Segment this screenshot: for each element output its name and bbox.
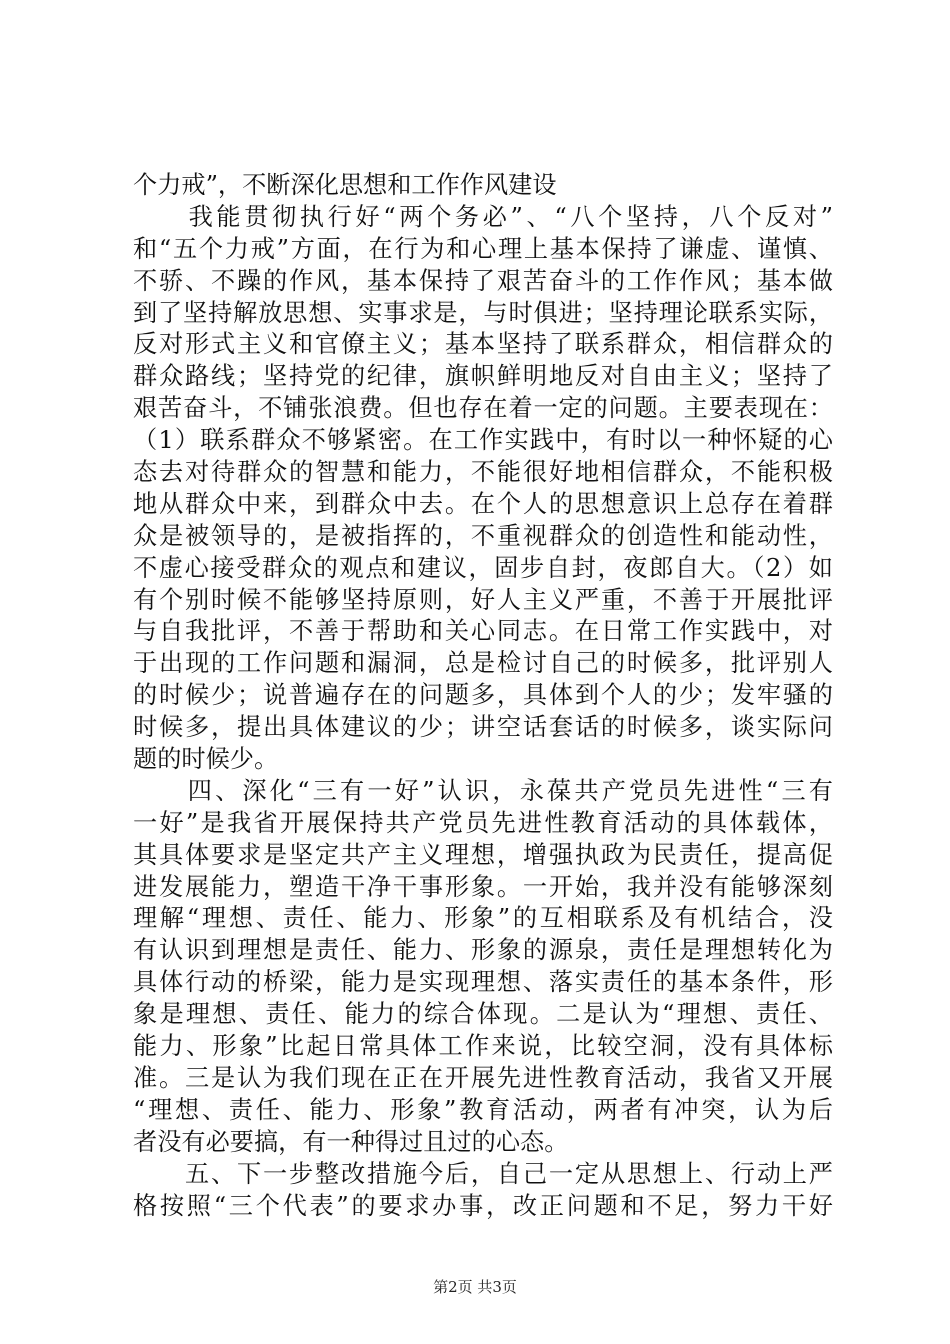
text-line: 与自我批评，不善于帮助和关心同志。在日常工作实践中，对 (133, 617, 833, 646)
text-line: 我能贯彻执行好“两个务必”、“八个坚持，八个反对” (133, 202, 833, 231)
text-line: 象是理想、责任、能力的综合体现。二是认为“理想、责任、 (133, 1000, 833, 1029)
text-line: 地从群众中来，到群众中去。在个人的思想意识上总存在着群 (133, 489, 833, 518)
text-line: 众是被领导的，是被指挥的，不重视群众的创造性和能动性， (133, 521, 833, 550)
text-line: 一好”是我省开展保持共产党员先进性教育活动的具体载体， (133, 808, 833, 837)
text-line: “理想、责任、能力、形象”教育活动，两者有冲突，认为后 (133, 1095, 833, 1124)
text-line: 不虚心接受群众的观点和建议，固步自封，夜郎自大。（2）如 (133, 553, 833, 582)
text-line: 者没有必要搞，有一种得过且过的心态。 (133, 1127, 569, 1156)
text-line: 艰苦奋斗，不铺张浪费。但也存在着一定的问题。主要表现在： (133, 394, 833, 423)
text-line: 于出现的工作问题和漏洞，总是检讨自己的时候多，批评别人 (133, 649, 833, 678)
text-line: 具体行动的桥梁，能力是实现理想、落实责任的基本条件，形 (133, 968, 833, 997)
text-line: 时候多，提出具体建议的少；讲空话套话的时候多，谈实际问 (133, 713, 833, 742)
page-footer (0, 1276, 950, 1297)
text-line: 有认识到理想是责任、能力、形象的源泉，责任是理想转化为 (133, 936, 833, 965)
text-line: 理解“理想、责任、能力、形象”的互相联系及有机结合，没 (133, 904, 833, 933)
text-line: 和“五个力戒”方面，在行为和心理上基本保持了谦虚、谨慎、 (133, 234, 833, 263)
text-line: 个力戒”，不断深化思想和工作作风建设 (133, 171, 557, 199)
text-line: 题的时候少。 (133, 745, 279, 774)
text-line: 反对形式主义和官僚主义；基本坚持了联系群众，相信群众的 (133, 330, 833, 359)
text-line: 不骄、不躁的作风，基本保持了艰苦奋斗的工作作风；基本做 (133, 266, 833, 295)
text-line: 有个别时候不能够坚持原则，好人主义严重，不善于开展批评 (133, 585, 833, 614)
text-line: 其具体要求是坚定共产主义理想，增强执政为民责任，提高促 (133, 840, 833, 869)
page-number: 第2页 共3页 (433, 1278, 517, 1296)
text-line: （1）联系群众不够紧密。在工作实践中，有时以一种怀疑的心 (133, 426, 833, 455)
text-line: 四、深化“三有一好”认识，永葆共产党员先进性“三有 (133, 776, 833, 805)
text-line: 格按照“三个代表”的要求办事，改正问题和不足，努力干好 (133, 1191, 833, 1220)
text-line: 到了坚持解放思想、实事求是，与时俱进；坚持理论联系实际， (133, 298, 833, 327)
text-line: 能力、形象”比起日常具体工作来说，比较空洞，没有具体标 (133, 1032, 833, 1061)
text-line: 准。三是认为我们现在正在开展先进性教育活动，我省又开展 (133, 1063, 833, 1092)
text-line: 群众路线；坚持党的纪律，旗帜鲜明地反对自由主义；坚持了 (133, 362, 833, 391)
text-line: 五、下一步整改措施今后，自己一定从思想上、行动上严 (133, 1159, 833, 1188)
text-line: 进发展能力，塑造干净干事形象。一开始，我并没有能够深刻 (133, 872, 833, 901)
body-text (133, 170, 833, 1222)
text-line: 的时候少；说普遍存在的问题多，具体到个人的少；发牢骚的 (133, 681, 833, 710)
text-line: 态去对待群众的智慧和能力，不能很好地相信群众，不能积极 (133, 458, 833, 487)
